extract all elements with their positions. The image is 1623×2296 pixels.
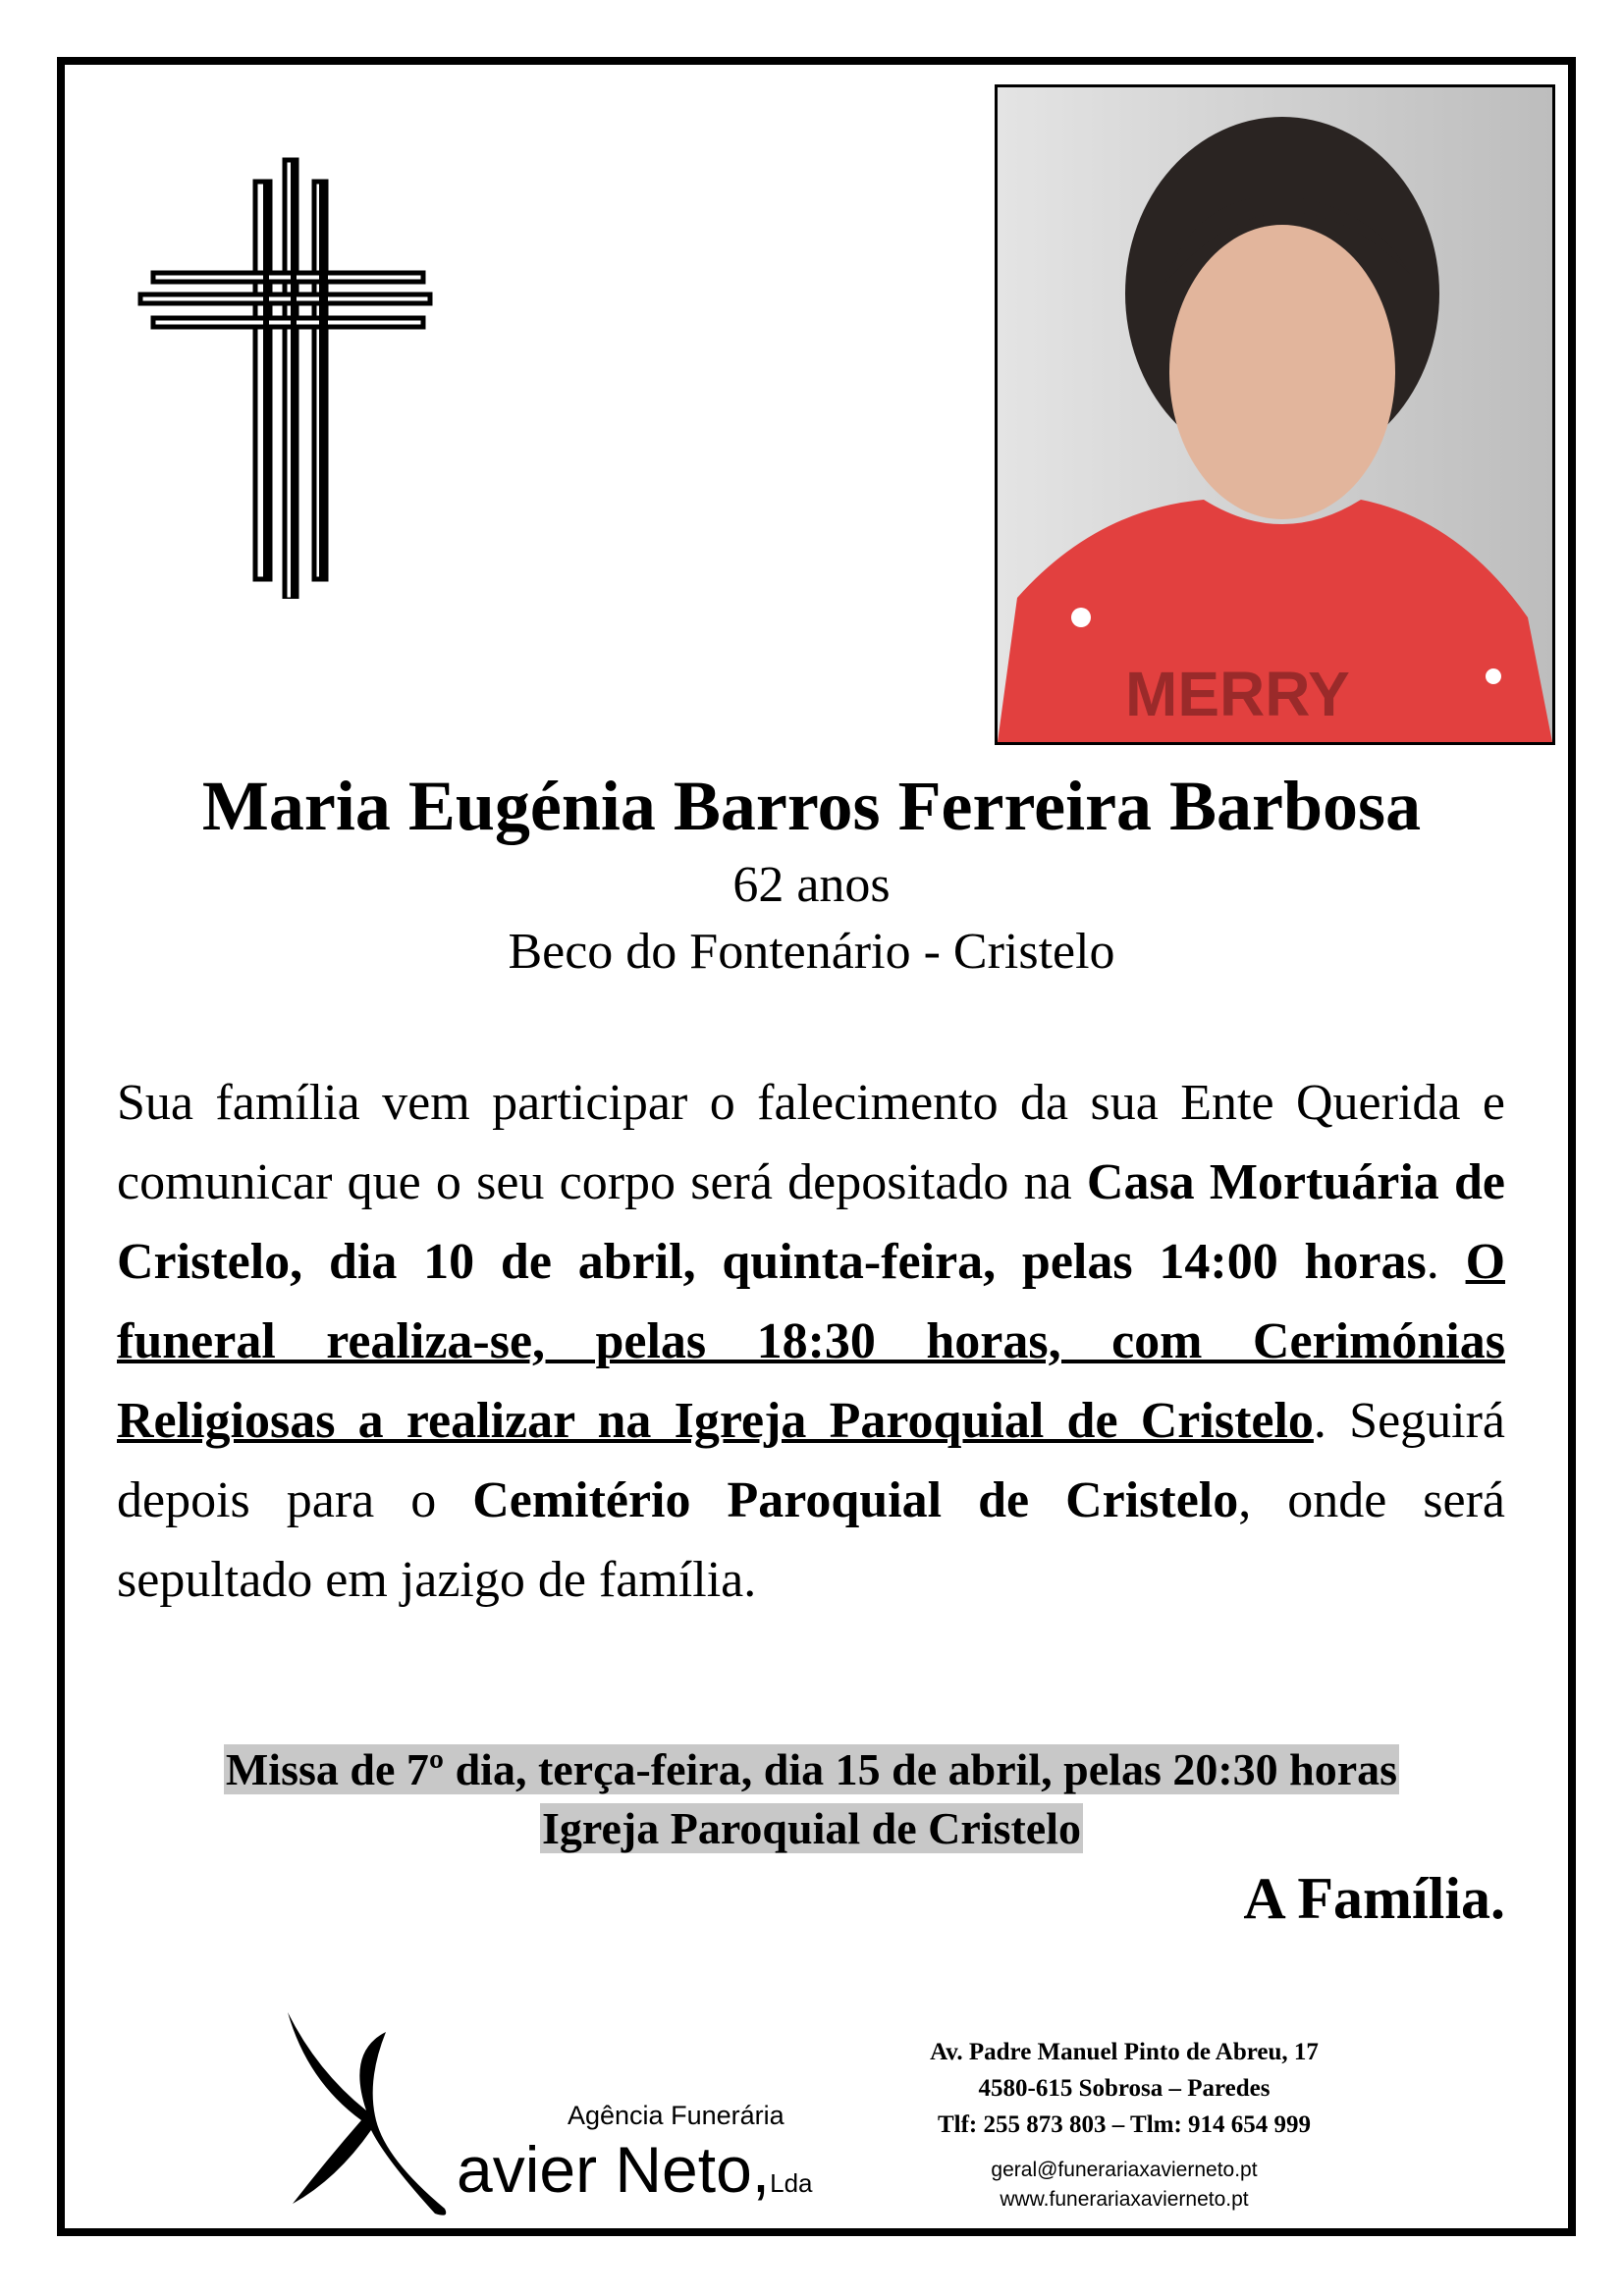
agency-email[interactable]: geral@funerariaxavierneto.pt	[991, 2159, 1258, 2181]
wake-details: Casa Mortuária de Cristelo, dia 10 de abril, quinta-feira, pelas 14:00 horas	[117, 1154, 1505, 1290]
agency-name-text: avier Neto,	[457, 2133, 771, 2206]
agency-online	[884, 2156, 1365, 2215]
announcement-text	[117, 1063, 1505, 1620]
cross-icon	[137, 157, 434, 599]
funeral-details: O funeral realiza-se, pelas 18:30 horas, com Cerimónias Religiosas a realizar na Igreja Paroquial de Cristelo	[117, 1234, 1506, 1449]
agency-subtitle: Agência Funerária	[568, 2101, 784, 2130]
agency-address-2: 4580-615 Sobrosa – Paredes	[978, 2075, 1271, 2102]
text: .	[1426, 1234, 1466, 1290]
deceased-address: Beco do Fontenário - Cristelo	[508, 924, 1115, 980]
agency-website[interactable]: www.funerariaxavierneto.pt	[1000, 2188, 1249, 2211]
mass-line-2: Igreja Paroquial de Cristelo	[542, 1803, 1081, 1853]
text: , onde será sepultado em jazigo de família.	[117, 1472, 1505, 1608]
text: . Seguirá depois para o	[117, 1393, 1505, 1528]
deceased-name: Maria Eugénia Barros Ferreira Barbosa	[201, 767, 1422, 845]
deceased-photo	[995, 84, 1555, 745]
agency-suffix: Lda	[770, 2168, 813, 2198]
mass-line-1: Missa de 7º dia, terça-feira, dia 15 de abril, pelas 20:30 horas	[225, 1744, 1398, 1794]
agency-name	[457, 2132, 813, 2207]
agency-phones: Tlf: 255 873 803 – Tlm: 914 654 999	[937, 2111, 1312, 2138]
cemetery-name: Cemitério Paroquial de Cristelo	[472, 1472, 1239, 1528]
signature: A Família.	[1243, 1866, 1505, 1931]
sweater-text: MERRY	[1125, 659, 1350, 729]
deceased-age: 62 anos	[732, 857, 891, 913]
agency-address-1: Av. Padre Manuel Pinto de Abreu, 17	[930, 2039, 1319, 2065]
mass-notice	[0, 1740, 1623, 1858]
agency-contact	[884, 2034, 1365, 2143]
text: Sua família vem participar o falecimento da sua Ente Querida e comunicar que o seu corpo será depositado na	[117, 1075, 1505, 1210]
